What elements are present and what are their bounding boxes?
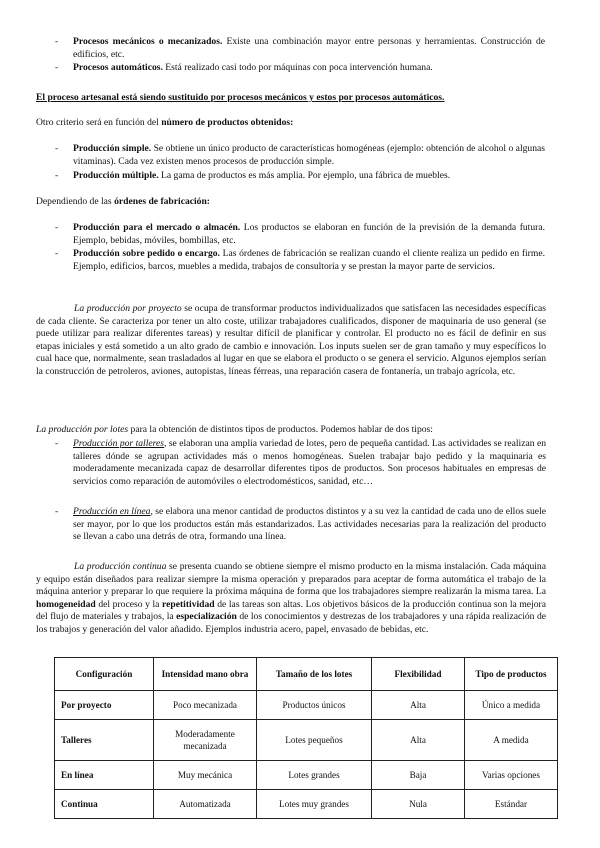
table-cell: Nula (372, 790, 465, 819)
continuous-text: de las tareas son altas. Los objetivos básicos de la producción continua son la mejora del flujo de materiales y trabajos, la (36, 598, 546, 623)
table-cell: Productos únicos (257, 691, 372, 720)
list-item (55, 170, 545, 183)
table-cell: Automatizada (154, 790, 257, 819)
table-cell: Alta (372, 720, 465, 761)
list-item (55, 143, 545, 168)
orders-bold: órdenes de fabricación: (114, 196, 211, 207)
item-text: La gama de productos es más amplia. Por ejemplo, una fábrica de muebles. (158, 170, 451, 181)
continuous-bold: repetitividad (162, 598, 215, 610)
continuous-text: de los conocimientos y destrezas de los trabajadores y una rápida realización de los trabajos y generación del valor añadido. Ejemplos industria acero, papel, envasado de bebidas, etc. (36, 611, 547, 635)
continuous-text: del proceso y la (95, 598, 163, 610)
item-term: Procesos automáticos. (73, 62, 163, 73)
table-row (55, 761, 558, 790)
orders-intro: Dependiendo de las (36, 196, 112, 207)
continuous-bold: especialización (176, 611, 237, 623)
table-header: Intensidad mano obra (154, 658, 257, 691)
table-cell: Moderadamente mecanizada (154, 720, 257, 761)
table-cell: Lotes grandes (257, 761, 372, 790)
list-item (55, 222, 545, 247)
list-bullet: - (55, 222, 59, 233)
item-term: Producción en línea (73, 506, 151, 517)
production-table (54, 657, 558, 819)
heading-text: El proceso artesanal está siendo sustituido por procesos mecánicos y estos por procesos automáticos. (36, 92, 445, 103)
list-bullet: - (55, 438, 59, 449)
continuous-text: se presenta cuando se obtiene siempre el mismo producto en la misma instalación. Cada máquina y equipo están diseñados para realizar siempre la misma operación y preparados para aceptar de forma automática el trabajo de la máquina anterior y preparar lo que requiere la próxima máquina de forma que los trabajadores siempre realizarán la misma tarea. La (36, 561, 546, 598)
item-term: Producción para el mercado o almacén. (73, 222, 241, 233)
table-row (55, 790, 558, 819)
table-row (55, 691, 558, 720)
table-cell: Varias opciones (465, 761, 558, 790)
item-term: Procesos mecánicos o mecanizados. (73, 36, 223, 47)
table-row (55, 720, 558, 761)
table-header: Tamaño de los lotes (257, 658, 372, 691)
table-cell: Muy mecánica (154, 761, 257, 790)
table-cell: A medida (465, 720, 558, 761)
list-item (55, 506, 546, 544)
table-header: Configuración (55, 658, 154, 691)
table-cell: Único a medida (465, 691, 558, 720)
criterion-intro: Otro criterio será en función del (36, 117, 159, 128)
continuous-bold: homogeneidad (36, 598, 96, 610)
item-term: Producción por talleres (73, 438, 164, 449)
item-text: Las órdenes de fabricación se realizan cuando el cliente realiza un pedido en firme. Ejemplo, edificios, barcos, muebles a medida, trabajos de consultoría y se prestan la mayor parte de servicios. (73, 248, 545, 272)
criterion-paragraph (36, 117, 546, 130)
item-term: Producción múltiple. (73, 170, 159, 181)
table-cell: Talleres (55, 720, 154, 761)
list-bullet: - (55, 143, 59, 154)
table-cell: En línea (55, 761, 154, 790)
list-item (55, 62, 545, 75)
project-term: La producción por proyecto (74, 303, 182, 314)
list-bullet: - (55, 248, 59, 259)
table-cell: Por proyecto (55, 691, 154, 720)
table-cell: Continua (55, 790, 154, 819)
table-header: Tipo de productos (465, 658, 558, 691)
section-heading (36, 92, 546, 105)
item-text: Se obtiene un único producto de características homogéneas (ejemplo: obtención de alcohol o algunas vitaminas). Cada vez existen menos procesos de producción simple. (73, 143, 545, 167)
list-item (55, 438, 546, 488)
criterion-bold: número de productos obtenidos: (161, 117, 294, 128)
table-cell: Estándar (465, 790, 558, 819)
item-text: , se elaboran una amplia variedad de lotes, pero de pequeña cantidad. Las actividades se realizan en talleres dónde se agrupan actividades más o menos homogéneas. Suelen trabajar bajo pedido y la maquinaria es moderadamente mecanizada capaz de desarrollar diferentes tipos de productos. Son procesos habituales en empresas de servicios como reparación de automóviles o electrodomésticos, sanidad, etc… (73, 438, 547, 487)
table-header-row (55, 658, 558, 691)
item-term: Producción simple. (73, 143, 152, 154)
item-text: , se elabora una menor cantidad de productos distintos y a su vez la cantidad de cada uno de ellos suele ser mayor, por lo que los productos están más estandarizados. Las actividades necesarias para la realización del producto se llevan a cabo una detrás de otra, formando una línea. (73, 506, 546, 543)
continuous-paragraph (36, 561, 546, 637)
table-cell: Lotes pequeños (257, 720, 372, 761)
project-paragraph (36, 303, 546, 379)
table-cell: Lotes muy grandes (257, 790, 372, 819)
list-item (55, 248, 545, 273)
list-bullet: - (55, 36, 59, 47)
lots-term: La producción por lotes (36, 424, 129, 435)
lots-paragraph (36, 424, 546, 437)
orders-paragraph (36, 196, 546, 209)
list-bullet: - (55, 170, 59, 181)
project-text: se ocupa de transformar productos individualizados que satisfacen las necesidades específicas de cada cliente. Se caracteriza por tener un alto coste, utilizar trabajadores cualificados, disponer de maquinaria de uso general (se puede utilizar para realizar diferentes tareas) y resultar difícil de planificar y controlar. El producto no es fácil de definir en sus etapas iniciales y está sometido a un alto grado de cambio e innovación. Los inputs suelen ser de gran tamaño y muy específicos lo cual hace que, normalmente, sean trasladados al lugar en que se elabora el producto o se genera el servicio. Algunos ejemplos serían la construcción de petroleros, aviones, autopistas, líneas férreas, una reparación casera de fontanería, un trabajo agrícola, etc. (36, 303, 546, 377)
list-bullet: - (55, 506, 59, 517)
item-text: Está realizado casi todo por máquinas con poca intervención humana. (162, 62, 433, 73)
continuous-term: La producción continua (74, 561, 167, 572)
item-term: Producción sobre pedido o encargo. (73, 248, 220, 259)
item-text: Los productos se elaboran en función de la previsión de la demanda futura. Ejemplo, bebidas, móviles, bombillas, etc. (73, 222, 545, 246)
lots-text: para la obtención de distintos tipos de productos. Podemos hablar de dos tipos: (128, 424, 433, 435)
table-cell: Poco mecanizada (154, 691, 257, 720)
item-text: Existe una combinación mayor entre personas y herramientas. Construcción de edificios, etc. (73, 36, 545, 60)
table-header: Flexibilidad (372, 658, 465, 691)
table-cell: Baja (372, 761, 465, 790)
list-bullet: - (55, 62, 59, 73)
list-item (55, 36, 545, 61)
table-cell: Alta (372, 691, 465, 720)
